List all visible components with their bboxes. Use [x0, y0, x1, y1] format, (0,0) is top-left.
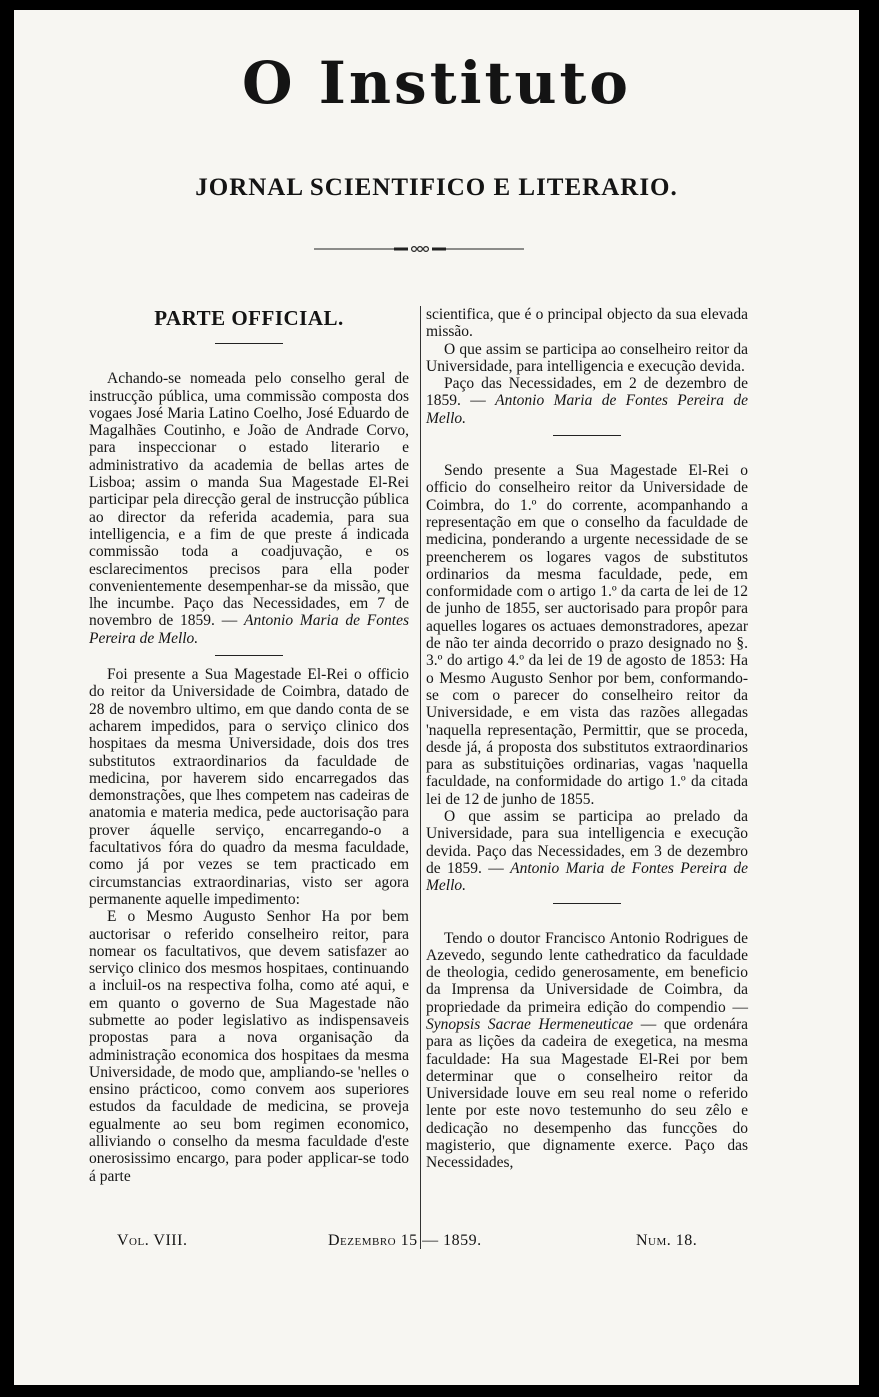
column-divider: [420, 306, 421, 1249]
article-rule: [553, 435, 621, 436]
article-paragraph: E o Mesmo Augusto Senhor Ha por bem auctorisar o referido conselheiro reitor, para nomear os facultativos, que devem satisfazer ao serviço clinico dos mesmos hospitaes, continuando a incluil-os na respectiva folha, como até aqui, e em quanto o governo de Sua Magestade não submette ao poder legislativo as indispensaveis propostas para a nova organisação da administração economica dos hospitaes da mesma Universidade, de modo que, ampliando-se 'nelles o ensino prácticoo, como convem aos superiores estudos da faculdade de medicina, se proveja egualmente ao seu bom regimen economico, alliviando o conselho da mesma faculdade d'este onerosissimo encargo, para poder applicar-se todo á parte: [89, 908, 409, 1185]
section-title: PARTE OFFICIAL.: [154, 306, 344, 330]
signature: Antonio Maria de Fontes Pereira de Mello.: [426, 859, 748, 895]
article-paragraph: Paço das Necessidades, em 2 de dezembro de 1859. — Antonio Maria de Fontes Pereira de Mello.: [426, 375, 749, 427]
article-paragraph: O que assim se participa ao prelado da Universidade, para sua intelligencia e execução devida. Paço das Necessidades, em 3 de dezembro de 1859. — Antonio Maria de Fontes Pereira de Mello.: [426, 808, 748, 895]
article-paragraph: O que assim se participa ao conselheiro reitor da Universidade, para intelligencia e execução devida.: [426, 340, 748, 375]
journal-subtitle: JORNAL SCIENTIFICO E LITERARIO.: [195, 174, 678, 201]
footer-number: Num. 18.: [636, 1232, 698, 1249]
article-paragraph: Sendo presente a Sua Magestade El-Rei o officio do conselheiro reitor da Universidade de Coimbra, do 1.º do corrente, acompanhando a representação em que o conselho da faculdade de medicina, ponderando a urgente necessidade de se preencherem os logares vagos de substitutos ordinarios da mesma faculdade, pede, em conformidade com o artigo 1.º da carta de lei de 12 de junho de 1855, ser auctorisado para propôr para aquelles logares os actuaes demonstradores, apezar de não ter ainda decorrido o prazo designado no §. 3.º do artigo 4.º da lei de 19 de agosto de 1853: Ha o Mesmo Augusto Senhor por bem, conformando-se com o parecer do conselheiro reitor da Universidade, e em vista das razões allegadas 'naquella representação, Permittir, que se proceda, desde já, á proposta dos substitutos extraordinarios para as substituições ordinarias, vagas 'naquella faculdade, na conformidade do artigo 1.º da citada lei de 12 de junho de 1855.: [426, 462, 748, 808]
article-paragraph: Tendo o doutor Francisco Antonio Rodrigues de Azevedo, segundo lente cathedratico da faculdade de theologia, cedido generosamente, em beneficio da Imprensa da Universidade de Coimbra, da propriedade da primeira edição do compendio — Synopsis Sacrae Hermeneuticae — que ordenára para as lições da cadeira de exegetica, na mesma faculdade: Ha sua Magestade El-Rei por bem determinar que o conselheiro reitor da Universidade louve em seu real nome o referido lente por este novo testemunho do seu zêlo e dedicação no desempenho das funcções do magisterio, que dignamente exerce. Paço das Necessidades,: [426, 929, 748, 1172]
footer-date: Dezembro 15 — 1859.: [328, 1232, 482, 1249]
article-paragraph: scientifica, que é o principal objecto da sua elevada missão.: [426, 306, 748, 341]
right-column: [426, 306, 748, 1172]
ornament-divider-icon: [314, 246, 524, 252]
section-rule: [215, 343, 283, 344]
article-rule: [553, 903, 621, 904]
newspaper-page: [14, 10, 859, 1385]
masthead-title: O Instituto: [242, 49, 631, 117]
article-paragraph: Achando-se nomeada pelo conselho geral de instrucção pública, uma commissão composta dos vogaes José Maria Latino Coelho, José Eduardo de Magalhães Coutinho, e João de Andrade Corvo, para inspeccionar o estado literario e administrativo da academia de bellas artes de Lisboa; assim o manda Sua Magestade El-Rei participar pela direcção geral de instrucção pública ao director da referida academia, para sua intelligencia, e a fim de que preste á indicada commissão toda a coadjuvação, e os esclarecimentos precisos para ella poder convenientemente desempenhar-se da missão, que lhe incumbe. Paço das Necessidades, em 7 de novembro de 1859. — Antonio Maria de Fontes Pereira de Mello.: [89, 370, 409, 647]
book-title: Synopsis Sacrae Hermeneuticae: [426, 1015, 634, 1033]
signature: Antonio Maria de Fontes Pereira de Mello.: [89, 612, 409, 647]
footer-volume: Vol. VIII.: [117, 1232, 188, 1249]
signature: Antonio Maria de Fontes Pereira de Mello.: [426, 392, 749, 427]
article-paragraph: Foi presente a Sua Magestade El-Rei o officio do reitor da Universidade de Coimbra, datado de 28 de novembro ultimo, em que dando conta de se acharem impedidos, para o serviço clinico dos hospitaes da mesma Universidade, dois dos tres substitutos extraordinarios da faculdade de medicina, por haverem sido encarregados das demonstrações, que lhes competem nas cadeiras de anatomia e materia medica, pede auctorisação para prover áquelle serviço, encarregando-o a facultativos fóra do quadro da mesma faculdade, como já por vezes se tem practicado em circumstancias extraordinarias, visto ser agora permanente aquelle impedimento:: [89, 666, 409, 908]
article-rule: [215, 655, 283, 656]
left-column: [89, 306, 409, 1185]
